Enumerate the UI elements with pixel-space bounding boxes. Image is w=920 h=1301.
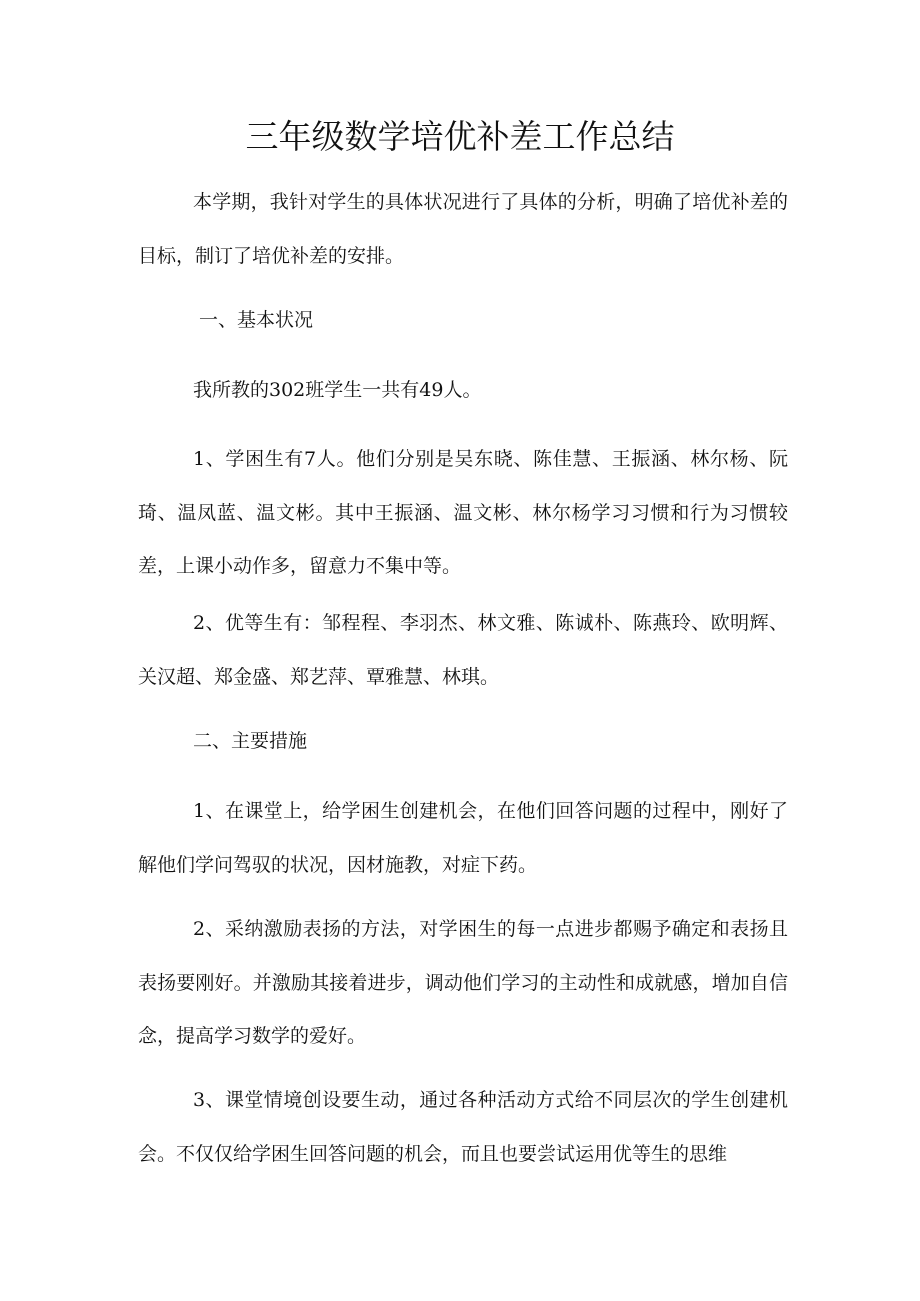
section-heading-main-measures: 二、主要措施 <box>193 730 308 752</box>
measure-3-paragraph: 3、课堂情境创设要生动，通过各种活动方式给不同层次的学生创建机会。不仅仅给学困生回答问题的机会，而且也要尝试运用优等生的思维 <box>138 1089 788 1165</box>
measure-1-paragraph: 1、在课堂上，给学困生创建机会，在他们回答问题的过程中，刚好了解他们学问驾驭的状况，因材施教，对症下药。 <box>138 800 788 876</box>
top-students-paragraph: 2、优等生有：邹程程、李羽杰、林文雅、陈诚朴、陈燕玲、欧明辉、关汉超、郑金盛、郑艺萍、覃雅慧、林琪。 <box>138 612 788 688</box>
measure-2-paragraph: 2、采纳激励表扬的方法，对学困生的每一点进步都赐予确定和表扬且表扬要刚好。并激励其接着进步，调动他们学习的主动性和成就感，增加自信念，提高学习数学的爱好。 <box>138 918 788 1047</box>
intro-paragraph: 本学期，我针对学生的具体状况进行了具体的分析，明确了培优补差的目标，制订了培优补差的安排。 <box>138 191 788 267</box>
document-title: 三年级数学培优补差工作总结 <box>245 117 675 156</box>
class-size-paragraph: 我所教的302班学生一共有49人。 <box>193 379 482 401</box>
struggling-students-paragraph: 1、学困生有7人。他们分别是吴东晓、陈佳慧、王振涵、林尔杨、阮琦、温凤蓝、温文彬。其中王振涵、温文彬、林尔杨学习习惯和行为习惯较差，上课小动作多，留意力不集中等。 <box>138 448 788 577</box>
section-heading-basic-status: 一、基本状况 <box>199 309 314 331</box>
